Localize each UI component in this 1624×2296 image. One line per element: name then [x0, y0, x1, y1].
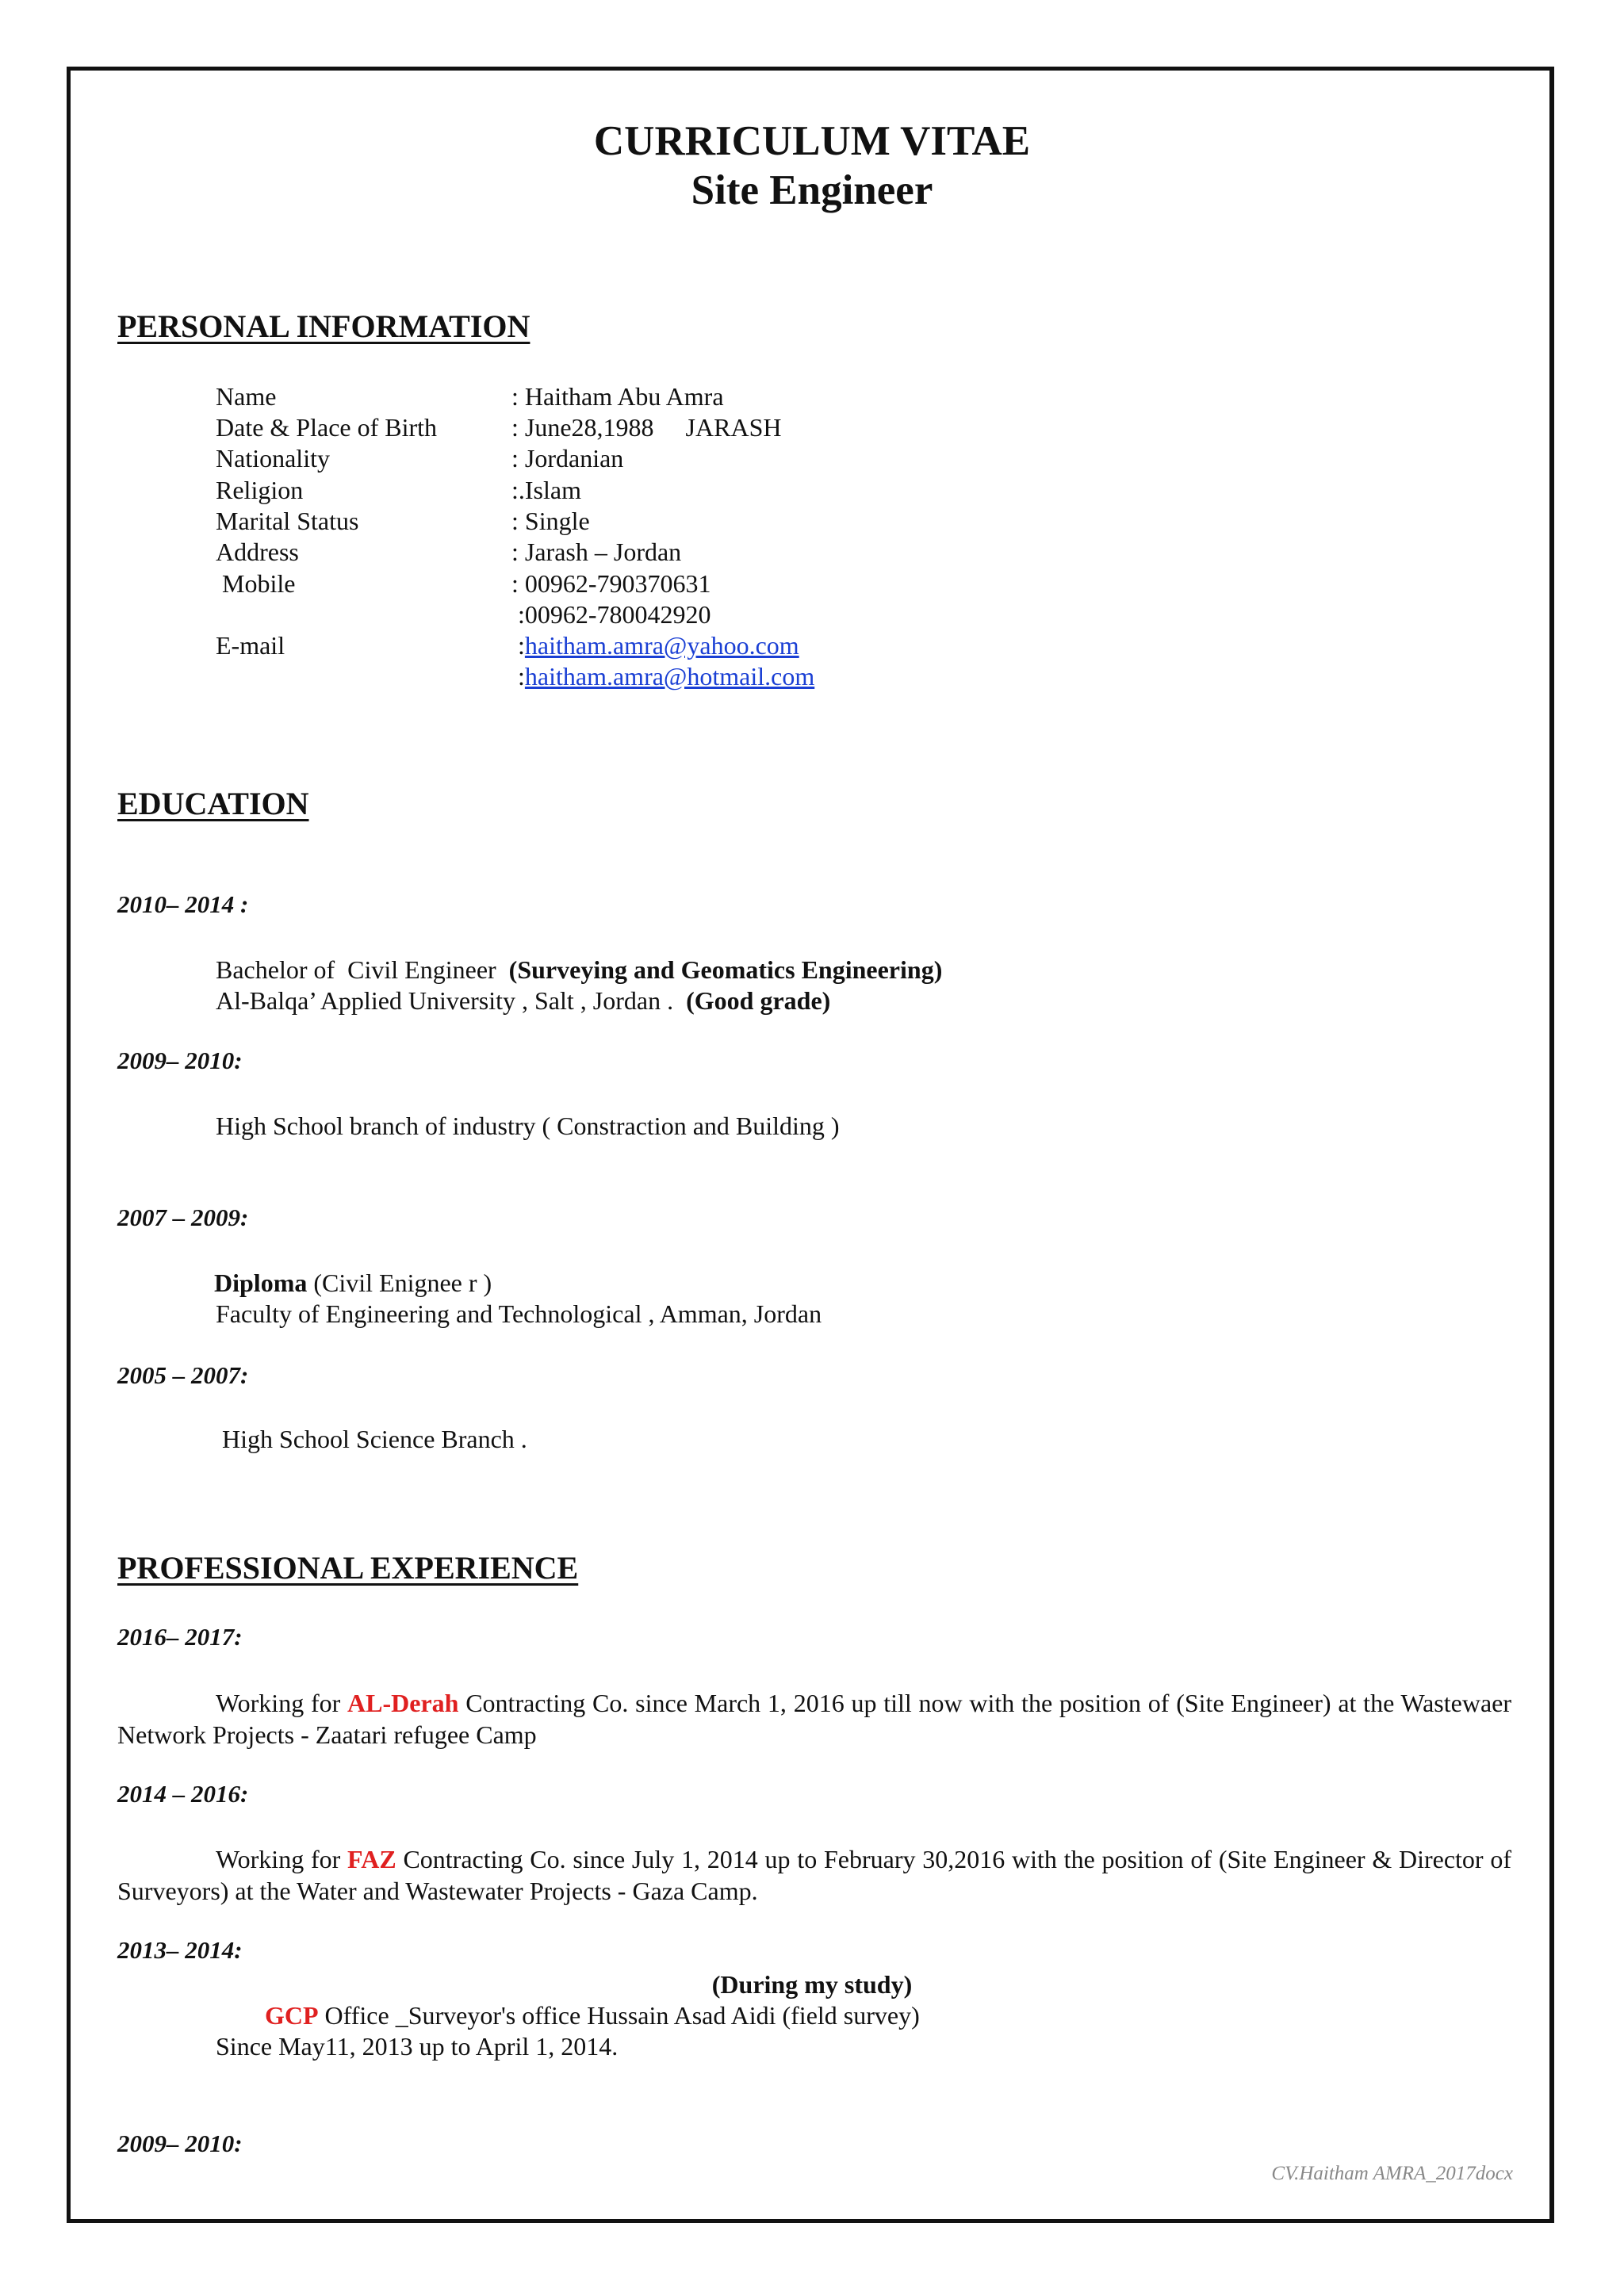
value-religion: :.Islam: [511, 476, 581, 504]
email-line-2: [511, 662, 814, 691]
experience-gcp-dates: Since May11, 2013 up to April 1, 2014.: [216, 2032, 619, 2061]
company-name-gcp: GCP: [265, 2001, 319, 2030]
experience-pre: Working for: [216, 1845, 348, 1873]
experience-years-4: 2009– 2010:: [117, 2130, 243, 2157]
university-text: Al-Balqa’ Applied University , Salt , Jordan .: [216, 986, 687, 1015]
education-years-3: 2007 – 2009:: [117, 1203, 249, 1231]
email-prefix: :: [511, 662, 525, 691]
grade-text: (Good grade): [686, 986, 831, 1015]
education-faculty-line: Faculty of Engineering and Technological , Amman, Jordan: [216, 1299, 822, 1328]
education-highschool-industry: High School branch of industry ( Constraction and Building ): [216, 1112, 840, 1140]
experience-entry-faz: [117, 1843, 1511, 1907]
experience-years-2: 2014 – 2016:: [117, 1780, 249, 1808]
education-years-1: 2010– 2014 :: [117, 890, 249, 918]
company-name-alderah: AL-Derah: [347, 1689, 459, 1717]
value-mobile-1: : 00962-790370631: [511, 569, 711, 598]
experience-entry-gcp: [265, 2001, 920, 2030]
label-marital-status: Marital Status: [216, 507, 359, 535]
label-address: Address: [216, 538, 299, 566]
email-link-yahoo[interactable]: haitham.amra@yahoo.com: [524, 631, 799, 660]
footer-filename: CV.Haitham AMRA_2017docx: [1271, 2163, 1513, 2184]
education-years-2: 2009– 2010:: [117, 1047, 243, 1074]
value-marital-status: : Single: [511, 507, 590, 535]
experience-description: Contracting Co. since March 1, 2016 up till now with the position of (Site Engineer) at the Wastewaer Network Projects - Zaatari refugee Camp: [117, 1689, 1512, 1749]
experience-description: Office _Surveyor's office Hussain Asad Aidi (field survey): [318, 2001, 920, 2030]
document-subtitle: Site Engineer: [691, 167, 933, 213]
value-address: : Jarash – Jordan: [511, 538, 682, 566]
document-title: CURRICULUM VITAE: [593, 118, 1031, 164]
experience-years-3: 2013– 2014:: [117, 1936, 243, 1964]
label-mobile: Mobile: [216, 569, 296, 598]
degree-specialty: (Surveying and Geomatics Engineering): [508, 955, 943, 984]
email-line-1: [511, 631, 799, 660]
company-name-faz: FAZ: [347, 1845, 396, 1873]
education-degree-line: [216, 955, 942, 985]
education-heading: EDUCATION: [117, 786, 309, 821]
experience-entry-alderah: [117, 1687, 1511, 1751]
value-name: : Haitham Abu Amra: [511, 382, 724, 411]
education-university-line: [216, 986, 830, 1016]
label-nationality: Nationality: [216, 444, 330, 473]
education-highschool-science: High School Science Branch .: [216, 1425, 527, 1453]
email-prefix: :: [511, 631, 525, 660]
diploma-label: Diploma: [214, 1269, 308, 1297]
degree-text: Bachelor of Civil Engineer: [216, 955, 509, 984]
experience-description: Contracting Co. since July 1, 2014 up to February 30,2016 with the position of (Site Engineer & Director of Surveyors) at the Water and Wastewater Projects - Gaza Camp.: [117, 1845, 1512, 1905]
label-name: Name: [216, 382, 277, 411]
experience-heading: PROFESSIONAL EXPERIENCE: [117, 1550, 579, 1586]
education-diploma-line: [214, 1269, 492, 1298]
label-email: E-mail: [216, 631, 285, 660]
value-nationality: : Jordanian: [511, 444, 624, 473]
value-birth: : June28,1988 JARASH: [511, 413, 782, 442]
label-religion: Religion: [216, 476, 304, 504]
personal-info-heading: PERSONAL INFORMATION: [117, 308, 530, 344]
value-mobile-2: :00962-780042920: [511, 600, 711, 629]
education-years-4: 2005 – 2007:: [117, 1361, 249, 1389]
diploma-text: (Civil Enignee r ): [307, 1269, 492, 1297]
label-birth: Date & Place of Birth: [216, 413, 438, 442]
experience-pre: Working for: [216, 1689, 348, 1717]
during-study-note: (During my study): [711, 1970, 913, 1999]
email-link-hotmail[interactable]: haitham.amra@hotmail.com: [524, 662, 815, 691]
experience-years-1: 2016– 2017:: [117, 1623, 243, 1651]
